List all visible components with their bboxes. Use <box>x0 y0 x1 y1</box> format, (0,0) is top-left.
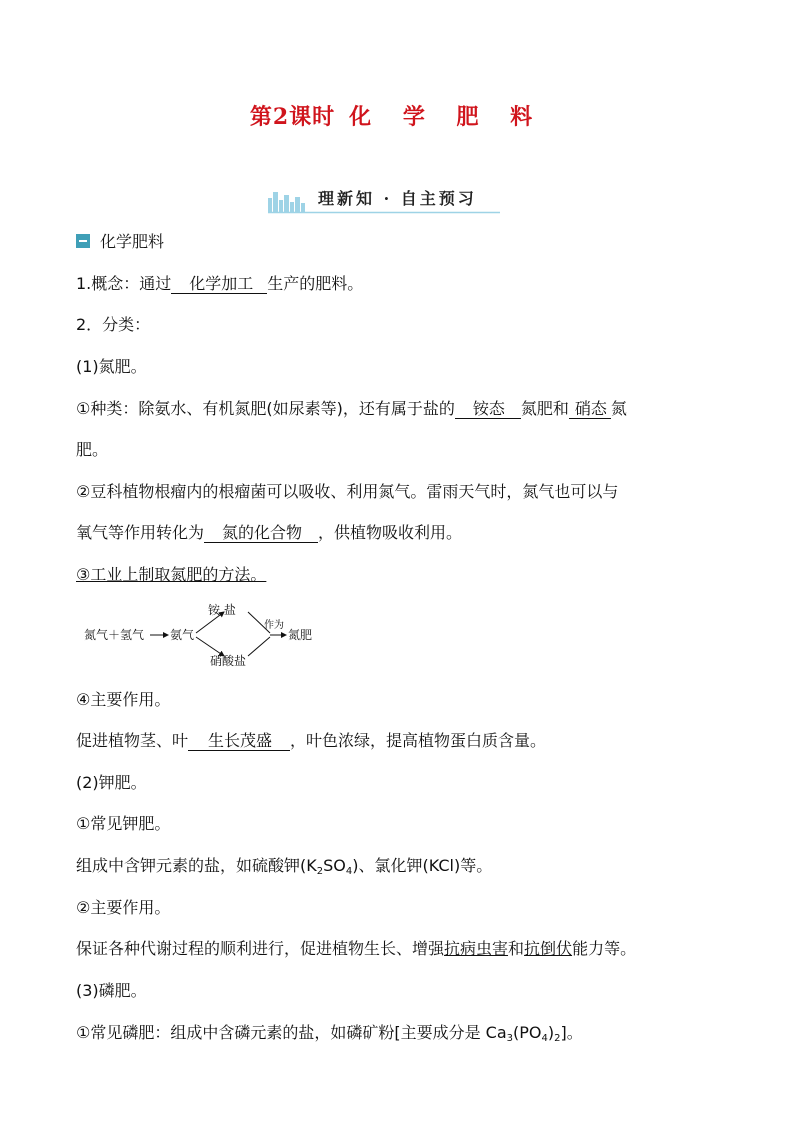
potassium-function-heading: ②主要作用。 <box>76 898 171 917</box>
section-heading: 化学肥料 <box>76 232 164 252</box>
diagram-arrow-label: 作为 <box>264 620 284 631</box>
answer-blank: 生长茂盛 <box>188 732 290 751</box>
potassium-common-line: 组成中含钾元素的盐，如硫酸钾$(K_2SO_4)$、氯化钾(KCl)等。 <box>76 856 493 877</box>
nitrogen-production-diagram <box>80 600 340 670</box>
potassium-function-line: 保证各种代谢过程的顺利进行，促进植物生长、增强抗病虫害和抗倒伏能力等。 <box>76 939 637 958</box>
nitrogen-function-line: 促进植物茎、叶 生长茂盛 ，叶色浓绿，提高植物蛋白质含量。 <box>76 731 547 750</box>
city-skyline-icon <box>268 192 305 212</box>
nitrogen-heading: (1)氮肥。 <box>76 357 147 376</box>
minus-square-icon <box>76 234 90 248</box>
legume-line: ②豆科植物根瘤内的根瘤菌可以吸收、利用氮气。雷雨天气时，氮气也可以与 <box>76 482 619 501</box>
industry-heading: ③工业上制取氮肥的方法。 <box>76 565 267 584</box>
phosphorus-common-line: ①常见磷肥：组成中含磷元素的盐，如磷矿粉[主要成分是 $Ca_3(PO_4)_2$]。 <box>76 1023 583 1044</box>
concept-line: 1.概念：通过 化学加工 生产的肥料。 <box>76 274 364 293</box>
lesson-title: 化 学 肥 料 <box>349 104 545 130</box>
phosphorus-heading: (3)磷肥。 <box>76 981 147 1000</box>
nitrogen-kinds-line: ①种类：除氨水、有机氮肥(如尿素等)，还有属于盐的 铵态 氮肥和 硝态 氮 <box>76 399 627 418</box>
nitrogen-kinds-cont: 肥。 <box>76 440 109 459</box>
classification-heading: 2．分类： <box>76 315 151 334</box>
merge-line <box>248 637 270 656</box>
nitrogen-function-heading: ④主要作用。 <box>76 690 171 709</box>
potassium-heading: (2)钾肥。 <box>76 773 147 792</box>
diagram-end: 氮肥 <box>288 628 313 642</box>
answer-blank: 化学加工 <box>171 275 267 294</box>
legume-line-2: 氧气等作用转化为 氮的化合物 ，供植物吸收利用。 <box>76 523 463 542</box>
diagram-ammonia: 氨气 <box>170 628 195 642</box>
answer-blank: 硝态 <box>569 400 611 419</box>
diagram-lower: 硝酸盐 <box>210 654 247 668</box>
section-banner-title: 理新知 · 自主预习 <box>318 189 477 208</box>
lesson-number: 第2课时 <box>249 104 336 130</box>
answer-blank: 氮的化合物 <box>204 524 318 543</box>
diagram-upper: 铵 盐 <box>208 603 236 617</box>
potassium-common-heading: ①常见钾肥。 <box>76 814 171 833</box>
diagram-start: 氮气＋氢气 <box>84 628 145 642</box>
answer-blank: 铵态 <box>455 400 521 419</box>
page-title <box>0 100 794 131</box>
